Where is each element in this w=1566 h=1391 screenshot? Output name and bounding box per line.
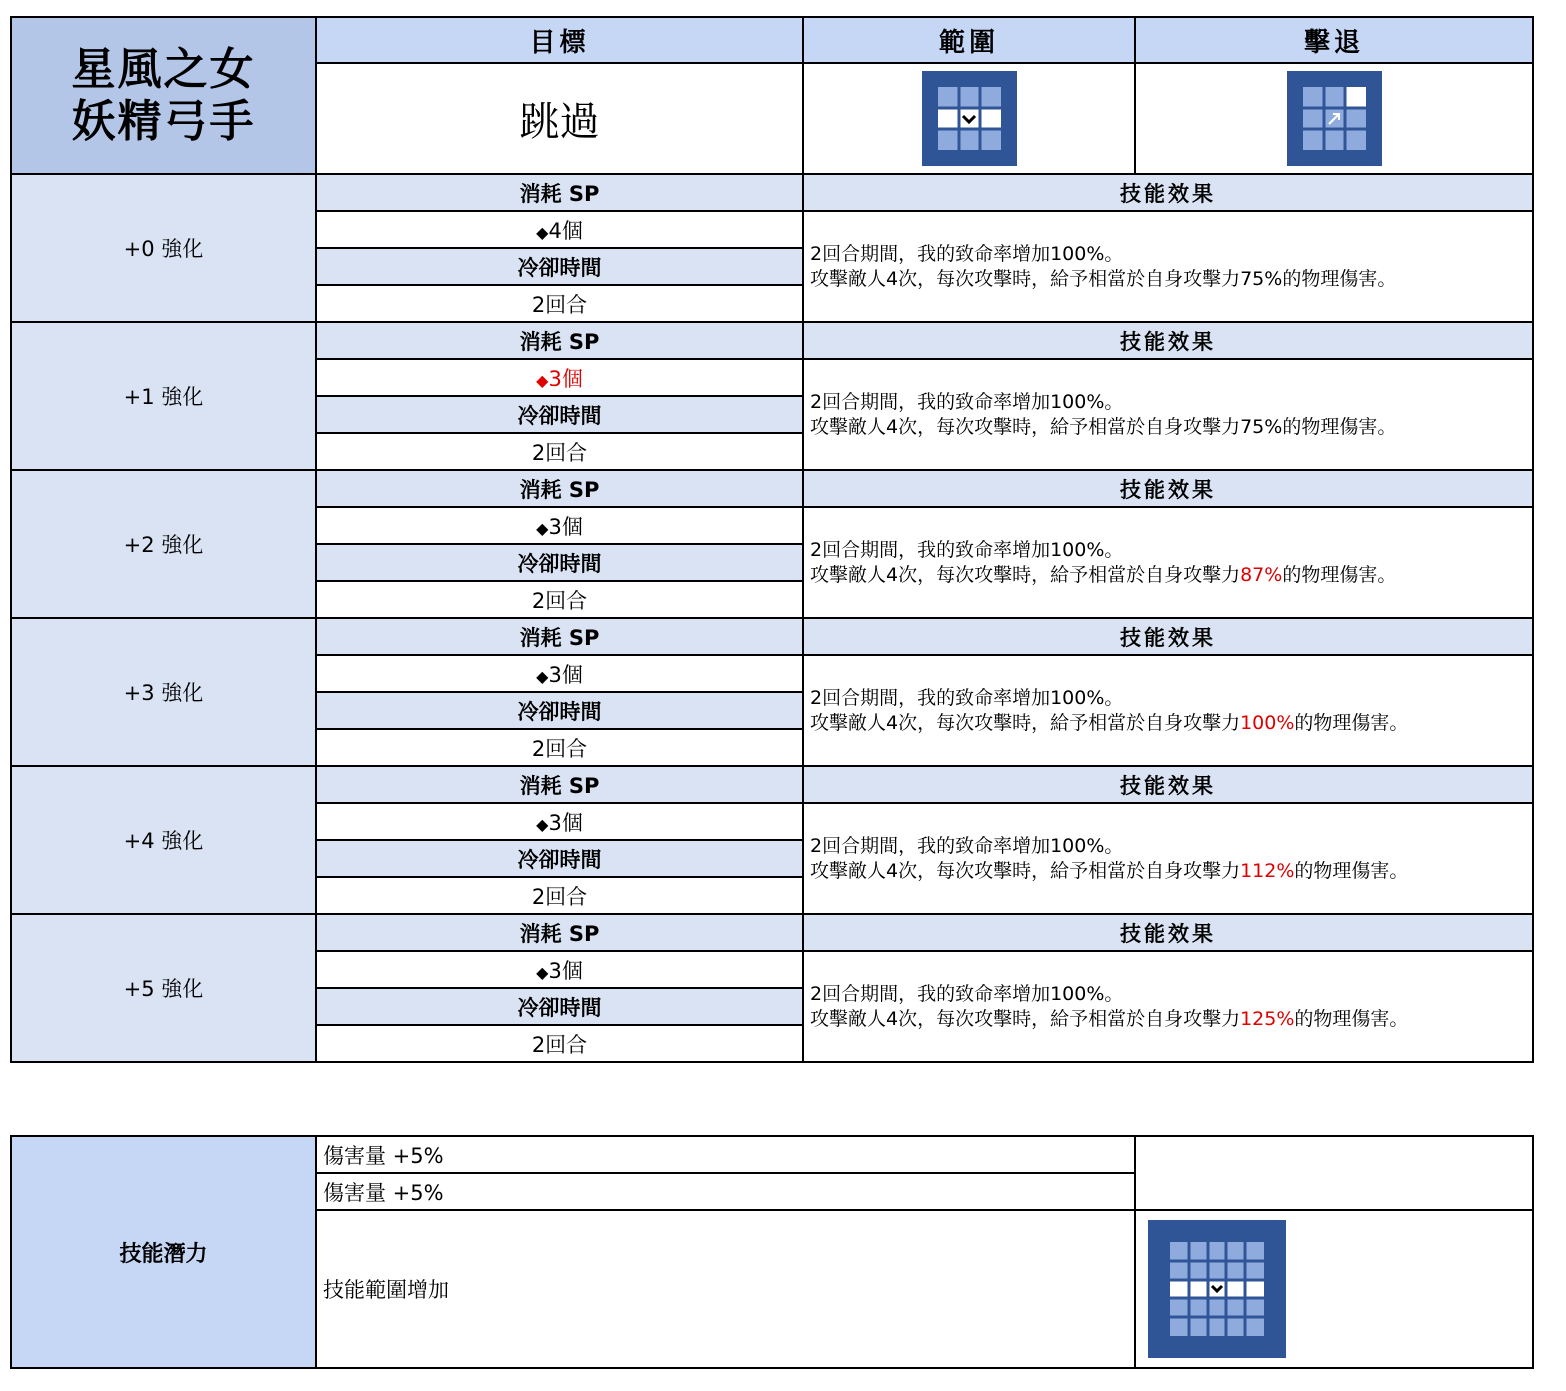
header-knockback: 擊退: [1135, 17, 1533, 63]
sp-count: 3個: [548, 810, 583, 835]
sp-value: [316, 803, 803, 840]
cooldown-header: 冷卻時間: [316, 396, 803, 433]
cooldown-value: 2回合: [316, 877, 803, 914]
diamond-icon: ◆: [536, 814, 549, 834]
effect-header: 技能效果: [803, 470, 1533, 507]
diamond-icon: ◆: [536, 370, 549, 390]
knockback-cell: [1135, 63, 1533, 174]
effect-line-2-post: 的物理傷害。: [1294, 859, 1409, 882]
sp-value: [316, 507, 803, 544]
sp-count: 4個: [548, 218, 583, 243]
level-label: +0 強化: [11, 174, 316, 322]
cooldown-value: 2回合: [316, 729, 803, 766]
effect-header: 技能效果: [803, 766, 1533, 803]
header-target: 目標: [316, 17, 803, 63]
level-label: +2 強化: [11, 470, 316, 618]
effect-line-2: [810, 415, 1532, 440]
effect-line-1: 2回合期間，我的致命率增加100%。: [810, 242, 1124, 265]
level-label: +1 強化: [11, 322, 316, 470]
effect-pct: 75%: [1240, 415, 1283, 438]
effect-header: 技能效果: [803, 322, 1533, 359]
knockback-grid-icon: [1287, 71, 1382, 166]
potential-row-1: 傷害量 +5%: [316, 1136, 1135, 1173]
range-cell: [803, 63, 1135, 174]
effect-line-2-post: 的物理傷害。: [1294, 711, 1409, 734]
potential-icon-cell: [1135, 1210, 1533, 1368]
cooldown-header: 冷卻時間: [316, 248, 803, 285]
sp-count: 3個: [548, 662, 583, 687]
effect-line-2-pre: 攻擊敵人4次，每次攻擊時，給予相當於自身攻擊力: [810, 859, 1241, 882]
effect-line-2-pre: 攻擊敵人4次，每次攻擊時，給予相當於自身攻擊力: [810, 415, 1241, 438]
effect-line-2: [810, 1007, 1532, 1032]
cooldown-value: 2回合: [316, 581, 803, 618]
sp-header: 消耗 SP: [316, 470, 803, 507]
level-label: +3 強化: [11, 618, 316, 766]
cooldown-value: 2回合: [316, 285, 803, 322]
effect-text: [803, 803, 1533, 914]
sp-value: [316, 655, 803, 692]
level-label: +5 強化: [11, 914, 316, 1062]
effect-pct: 125%: [1240, 1007, 1295, 1030]
effect-line-1: 2回合期間，我的致命率增加100%。: [810, 390, 1124, 413]
effect-pct: 100%: [1240, 711, 1295, 734]
effect-header: 技能效果: [803, 174, 1533, 211]
diamond-icon: ◆: [536, 962, 549, 982]
target-value: 跳過: [316, 63, 803, 174]
diamond-icon: ◆: [536, 666, 549, 686]
sp-count: 3個: [548, 366, 583, 391]
effect-line-2-pre: 攻擊敵人4次，每次攻擊時，給予相當於自身攻擊力: [810, 711, 1241, 734]
effect-line-2: [810, 563, 1532, 588]
effect-text: [803, 655, 1533, 766]
effect-line-2: [810, 711, 1532, 736]
effect-pct: 75%: [1240, 267, 1283, 290]
effect-line-2-post: 的物理傷害。: [1282, 267, 1397, 290]
sp-header: 消耗 SP: [316, 174, 803, 211]
potential-row-3: 技能範圍增加: [316, 1210, 1135, 1368]
sp-value: [316, 359, 803, 396]
cooldown-header: 冷卻時間: [316, 988, 803, 1025]
effect-line-1: 2回合期間，我的致命率增加100%。: [810, 982, 1124, 1005]
cooldown-header: 冷卻時間: [316, 840, 803, 877]
effect-line-2-pre: 攻擊敵人4次，每次攻擊時，給予相當於自身攻擊力: [810, 563, 1241, 586]
sp-header: 消耗 SP: [316, 618, 803, 655]
title-line-2: 妖精弓手: [71, 95, 256, 147]
effect-line-1: 2回合期間，我的致命率增加100%。: [810, 686, 1124, 709]
potential-title: 技能潛力: [11, 1136, 316, 1368]
cooldown-header: 冷卻時間: [316, 692, 803, 729]
effect-pct: 112%: [1240, 859, 1295, 882]
effect-line-2-post: 的物理傷害。: [1294, 1007, 1409, 1030]
diamond-icon: ◆: [536, 518, 549, 538]
potential-table: [10, 1135, 1534, 1369]
effect-line-1: 2回合期間，我的致命率增加100%。: [810, 834, 1124, 857]
effect-line-2-pre: 攻擊敵人4次，每次攻擊時，給予相當於自身攻擊力: [810, 1007, 1241, 1030]
sp-header: 消耗 SP: [316, 914, 803, 951]
cooldown-value: 2回合: [316, 1025, 803, 1062]
effect-line-2: [810, 267, 1532, 292]
expanded-range-grid-icon: [1148, 1220, 1286, 1358]
cooldown-header: 冷卻時間: [316, 544, 803, 581]
effect-text: [803, 211, 1533, 322]
diamond-icon: ◆: [536, 222, 549, 242]
sp-count: 3個: [548, 958, 583, 983]
sp-value: [316, 211, 803, 248]
effect-text: [803, 507, 1533, 618]
effect-line-2: [810, 859, 1532, 884]
effect-text: [803, 359, 1533, 470]
effect-line-2-post: 的物理傷害。: [1282, 415, 1397, 438]
effect-header: 技能效果: [803, 914, 1533, 951]
sp-header: 消耗 SP: [316, 766, 803, 803]
effect-text: [803, 951, 1533, 1062]
sp-value: [316, 951, 803, 988]
level-label: +4 強化: [11, 766, 316, 914]
potential-row-2: 傷害量 +5%: [316, 1173, 1135, 1210]
header-range: 範圍: [803, 17, 1135, 63]
title-line-1: 星風之女: [71, 43, 256, 95]
sp-count: 3個: [548, 514, 583, 539]
effect-pct: 87%: [1240, 563, 1283, 586]
range-grid-icon: [922, 71, 1017, 166]
potential-blank-cell: [1135, 1136, 1533, 1210]
effect-line-2-pre: 攻擊敵人4次，每次攻擊時，給予相當於自身攻擊力: [810, 267, 1241, 290]
effect-header: 技能效果: [803, 618, 1533, 655]
sp-header: 消耗 SP: [316, 322, 803, 359]
effect-line-2-post: 的物理傷害。: [1282, 563, 1397, 586]
skill-title: [11, 17, 316, 174]
cooldown-value: 2回合: [316, 433, 803, 470]
effect-line-1: 2回合期間，我的致命率增加100%。: [810, 538, 1124, 561]
skill-table: [10, 16, 1534, 1063]
